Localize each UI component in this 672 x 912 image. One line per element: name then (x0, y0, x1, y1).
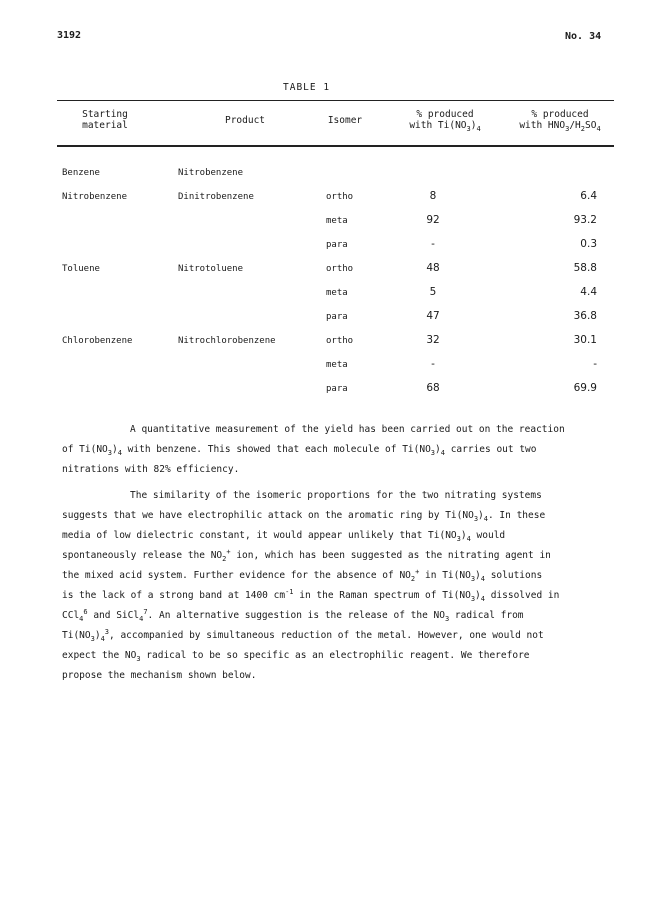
col-header-product: Product (224, 115, 266, 126)
cell-product: Nitrochlorobenzene (178, 336, 276, 346)
cell-hno3: - (593, 358, 597, 370)
text-line: media of low dielectric constant, it would appear unlikely that $Ti(NO_3)_4$ would (62, 530, 506, 543)
text-line: The similarity of the isomeric proportions for the two nitrating systems (130, 490, 542, 501)
cell-isomer: para (326, 240, 348, 250)
cell-isomer: ortho (326, 264, 354, 274)
cell-ti-no3: - (431, 238, 435, 250)
table-top-rule (57, 100, 614, 101)
cell-ti-no3: 48 (426, 262, 440, 274)
text-line: suggests that we have electrophilic attack on the aromatic ring by $Ti(NO_3)_4$. In these (62, 510, 546, 523)
cell-hno3: 93.2 (573, 214, 597, 226)
paragraph-yield (62, 420, 612, 480)
cell-hno3: 4.4 (580, 286, 597, 298)
cell-starting-material: Toluene (62, 264, 100, 274)
table-title: TABLE 1 (283, 82, 331, 93)
text-line: the mixed acid system. Further evidence for the absence of $NO_2^+$ in $Ti(NO_3)_4$ solutions (62, 568, 543, 583)
cell-isomer: para (326, 384, 348, 394)
paragraph-mechanism (62, 486, 612, 686)
cell-ti-no3: 47 (426, 310, 440, 322)
text-line: propose the mechanism shown below. (62, 670, 257, 681)
text-line: of $Ti(NO_3)_4$ with benzene. This showed that each molecule of $Ti(NO_3)_4$ carries out two (62, 444, 537, 457)
text-line: $Ti(NO_3)_4^3$, accompanied by simultaneous reduction of the metal. However, one would not (62, 628, 544, 643)
cell-hno3: 0.3 (580, 238, 597, 250)
table-header-rule (57, 145, 614, 147)
cell-ti-no3: 5 (429, 286, 437, 298)
cell-product: Nitrotoluene (178, 264, 244, 274)
cell-hno3: 58.8 (573, 262, 597, 274)
text-line: spontaneously release the $NO_2^+$ ion, which has been suggested as the nitrating agent in (62, 548, 551, 563)
cell-hno3: 30.1 (573, 334, 597, 346)
journal-issue: No. 34 (565, 31, 602, 42)
cell-isomer: meta (326, 216, 348, 226)
text-line: is the lack of a strong band at 1400 $cm^{-1}$ in the Raman spectrum of $Ti(NO_3)_4$ dissolved in (62, 588, 560, 603)
cell-isomer: ortho (326, 336, 354, 346)
cell-starting-material: Benzene (62, 168, 100, 178)
cell-hno3: 36.8 (573, 310, 597, 322)
cell-hno3: 69.9 (573, 382, 597, 394)
page-number: 3192 (57, 30, 82, 41)
col-header-ti-no3: % produced with $Ti(NO_3)_4$ (409, 109, 481, 133)
cell-ti-no3: 68 (426, 382, 440, 394)
cell-product: Dinitrobenzene (178, 192, 254, 202)
cell-starting-material: Nitrobenzene (62, 192, 128, 202)
cell-ti-no3: - (431, 358, 435, 370)
col-header-starting-material: Starting material (82, 109, 128, 131)
text-line: A quantitative measurement of the yield has been carried out on the reaction (130, 424, 565, 435)
col-header-hno3: % produced with $HNO_3/H_2SO_4$ (519, 109, 601, 133)
cell-isomer: meta (326, 360, 348, 370)
col-header-isomer: Isomer (327, 115, 363, 126)
cell-isomer: ortho (326, 192, 354, 202)
cell-ti-no3: 8 (429, 190, 437, 202)
text-line: nitrations with 82% efficiency. (62, 464, 240, 475)
text-line: CCl$_4^6$ and SiCl$_4^7$. An alternative suggestion is the release of the $NO_3$ radical from (62, 608, 524, 623)
cell-hno3: 6.4 (580, 190, 597, 202)
cell-starting-material: Chlorobenzene (62, 336, 133, 346)
cell-isomer: meta (326, 288, 348, 298)
cell-ti-no3: 92 (426, 214, 440, 226)
cell-product: Nitrobenzene (178, 168, 244, 178)
cell-ti-no3: 32 (426, 334, 440, 346)
cell-isomer: para (326, 312, 348, 322)
text-line: expect the $NO_3$ radical to be so specific as an electrophilic reagent. We therefore (62, 650, 530, 663)
